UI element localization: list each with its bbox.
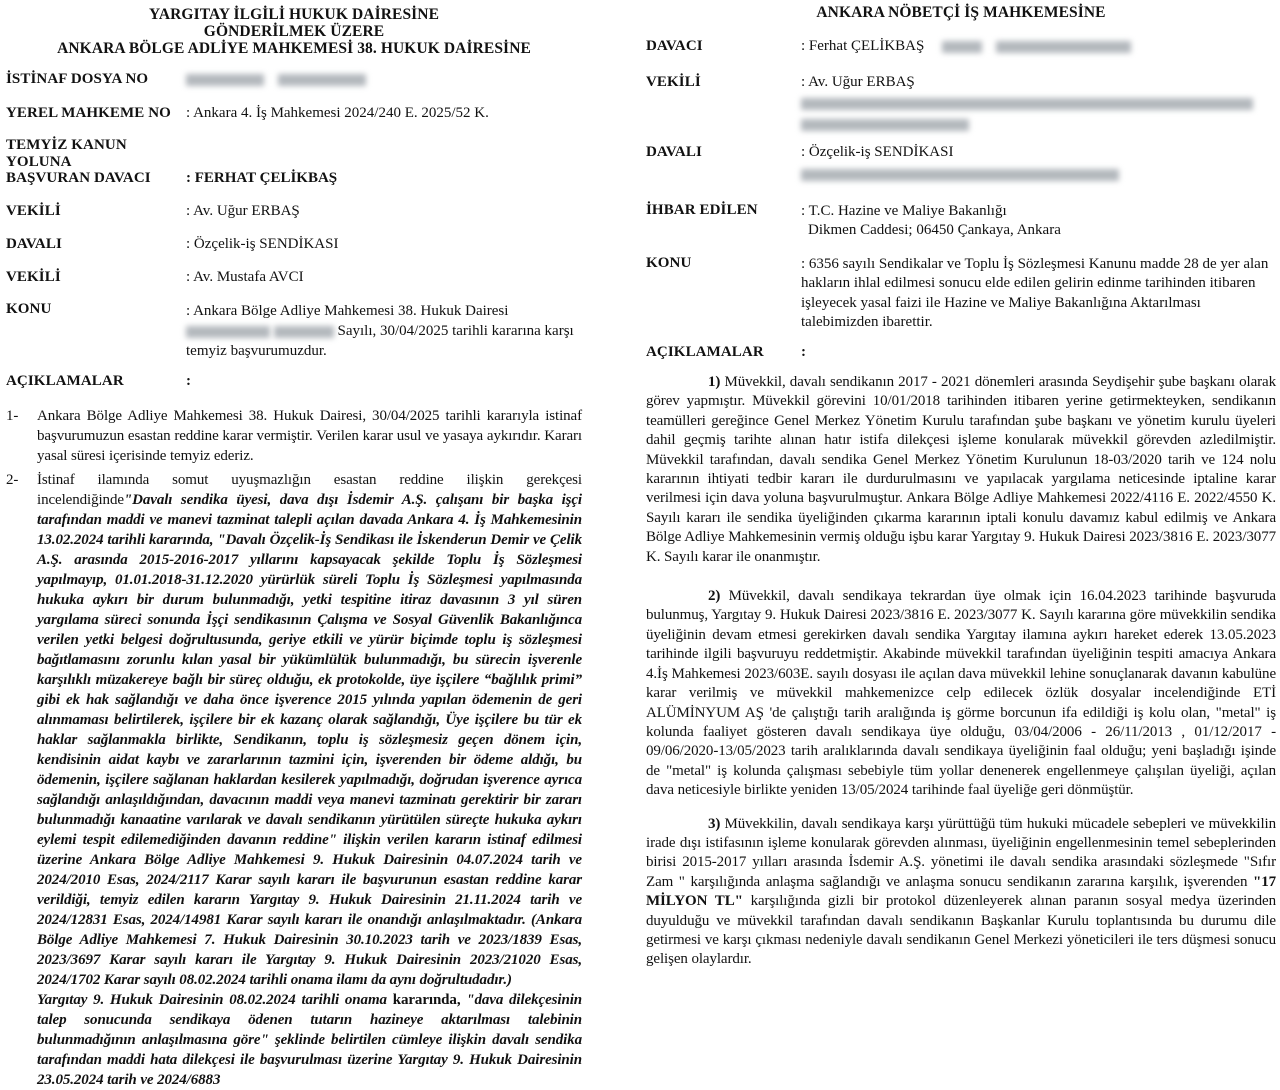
field-value-text: : Ankara Bölge Adliye Mahkemesi 38. Hukuk Dairesi	[186, 303, 509, 319]
field-value-text: : Av. Uğur ERBAŞ	[801, 73, 915, 90]
redacted-text	[801, 119, 969, 131]
paragraph-2	[646, 587, 1276, 800]
redacted-text	[801, 98, 1253, 110]
field-row-vekili-1	[6, 203, 582, 220]
redacted-text	[278, 74, 366, 86]
paragraph-number: 1)	[708, 374, 721, 390]
document-page-right	[646, 4, 1276, 970]
document-page-left	[6, 6, 582, 1090]
header-line: ANKARA BÖLGE ADLİYE MAHKEMESİ 38. HUKUK DAİRESİNE	[57, 40, 531, 57]
field-label: VEKİLİ	[6, 268, 61, 285]
field-value	[801, 74, 1276, 132]
field-row-aciklamalar	[6, 373, 582, 390]
field-row-davali	[646, 144, 1276, 181]
page-title-left	[6, 6, 582, 57]
field-row-ihbar-edilen	[646, 202, 1276, 241]
page-title-right	[646, 4, 1276, 21]
paragraph-number: 3)	[708, 815, 721, 832]
field-label: İHBAR EDİLEN	[646, 201, 758, 218]
field-label-line: BAŞVURAN DAVACI	[6, 170, 151, 186]
field-row-temyiz-davaci	[6, 137, 582, 187]
field-label-line: TEMYİZ KANUN YOLUNA	[6, 137, 127, 170]
redacted-text	[186, 74, 264, 86]
field-row-konu	[6, 301, 582, 361]
field-value: : Özçelik-iş SENDİKASI	[186, 236, 339, 252]
paragraph-continuation: Yargıtay 9. Hukuk Dairesinin 08.02.2024 tarihli onama	[37, 991, 393, 1008]
paragraph-text: Ankara Bölge Adliye Mahkemesi 38. Hukuk Dairesi, 30/04/2025 tarihli kararıyla istinaf başvurumuzun esastan reddine karar vermiştir. Verilen karar usul ve yasaya aykırıdır. Kararı yasal süresi içerisinde temyiz ederiz.	[37, 407, 582, 464]
field-row-istinaf-dosya-no	[6, 71, 582, 88]
paragraph-text: karşılığında gizli bir protokol düzenleyerek alınan paranın sosyal medya üzerinden duyulduğu ve müvekkil tarafından davalı sendikanın Başkanlar Kurulu toplantısında bu durumu dile getirmesi ve karşı çıkması nedeniyle davalı sendikanın Genel Merkezi yöneticileri ile ters düşmesi sonucu gelişen olaylardır.	[646, 893, 1276, 968]
field-label: VEKİLİ	[6, 202, 61, 219]
field-row-vekili-2	[6, 269, 582, 286]
paragraph-number: 2-	[6, 471, 19, 488]
field-value: : Av. Mustafa AVCI	[186, 268, 304, 285]
field-value	[186, 301, 582, 361]
field-row-yerel-mahkeme-no	[6, 105, 582, 122]
field-row-vekili	[646, 74, 1276, 132]
redacted-text	[996, 41, 1131, 53]
header-line: GÖNDERİLMEK ÜZERE	[203, 23, 385, 40]
field-value	[801, 38, 1276, 55]
field-value: :	[186, 373, 191, 389]
paragraph-number: 2)	[708, 588, 721, 605]
header-line: ANKARA NÖBETÇİ İŞ MAHKEMESİNE	[816, 4, 1106, 21]
field-label: AÇIKLAMALAR	[6, 373, 124, 389]
redacted-text	[801, 169, 1119, 181]
paragraph-2	[6, 470, 582, 1090]
field-value-text: Sayılı, 30/04/2025 tarihli kararına karşı temyiz başvurumuzdur.	[186, 323, 574, 359]
field-label: KONU	[6, 301, 52, 317]
redacted-text	[942, 41, 982, 53]
field-label: DAVALI	[6, 236, 62, 252]
field-value-text: : Ferhat ÇELİKBAŞ	[801, 38, 925, 54]
paragraph-number: 1-	[6, 407, 19, 424]
field-label: VEKİLİ	[646, 73, 701, 90]
redacted-text	[186, 326, 270, 338]
field-label: KONU	[646, 254, 692, 271]
paragraph-text: Müvekkil, davalı sendikanın 2017 - 2021 dönemleri arasında Seydişehir şube başkanı olarak görev yapmıştır. Müvekkil görevini 10/01/2018 tarihinden itibaren yerine getirmekteyken, sendikanın teamülleri gereğince Genel Merkez Yönetim Kurulu tarafından şube başkanı ve yönetim kurulu üyeleri dahil geçmiş tarihte alınan hatır istifa dilekçesi işleme konularak müvekkil görevden azledilmiştir. Müvekkil tarafından, davalı sendika Genel Merkez Yönetim Kurulunun 18-03/2020 tarih ve 124 nolu kararının ihtiyati tedbir kararı ile durdurulmasını ve yapılacak yargılama neticesinde iptaline karar verilmesi için dava yoluna başvurulmuştur. Ankara Bölge Adliye Mahkemesi 2022/4116 E. 2022/4550 K. Sayılı kararı ile sendika üyeliğinden çıkarma kararının iptali konulu davamız kabul edilmiş ve Ankara Bölge Adliye Mahkemesinin vermiş olduğu işbu karar Yargıtay 9. Hukuk Dairesi 2023/3816 E. 2023/3077 K. Sayılı karar ile onanmıştır.	[646, 374, 1276, 565]
field-label	[6, 137, 186, 187]
field-row-konu	[646, 255, 1276, 333]
field-value: : 6356 sayılı Sendikalar ve Toplu İş Sözleşmesi Kanunu madde 28 de yer alan hakların ihlal edilmesi sonucu elde edilen gelirin edinme tarihinden itibaren işleyecek yasal faizi ile Hazine ve Maliye Bakanlığına Aktarılması talebimizden ibarettir.	[801, 255, 1269, 330]
field-label: İSTİNAF DOSYA NO	[6, 71, 149, 87]
field-label: AÇIKLAMALAR	[646, 343, 764, 360]
field-row-davaci	[646, 38, 1276, 55]
paragraph-text: Müvekkil, davalı sendikaya tekrardan üye olmak için 16.04.2023 tarihinde başvuruda bulunmuş, Yargıtay 9. Hukuk Dairesi 2023/3816 E. 2023/3077 K. Sayılı kararına göre müvekkilin sendika üyeliğinin devam etmesi gerekirken davalı sendika Yargıtay ilamına aykırı hareket ederek 13.05.2023 tarihinde ilgili başvuruyu reddetmiştir. Akabinde müvekkil tarafından üyeliğinin tespiti amacıya Ankara 4.İş Mahkemesi 2023/603E. sayılı dosyası ile açılan dava müvekkil lehine sonuçlanarak davanın kabulüne karar verilmiş ve müvekkil mahkemenizce celp edilecek özlük dosyalar incelendiğinde ETİ ALÜMİNYUM AŞ 'de çalıştığı tarih aralığında iş görme borcunun ifa edildiği iş kolu olan, "metal" iş kolunda faaliyet gösteren davalı sendikaya üye olduğu, 03/04/2006 - 26/11/2013 , 01/12/2017 - 09/06/2020-13/05/2023 tarih aralıklarında davalı sendikaya üyeliğinin faal olduğu; yeni başladığı işinde de "metal" iş kolunda çalışması sebebiyle tüm yollar denenerek engellenmeye çalışılan üyeliği, açılan dava neticesiyle birlikte yeniden 13/05/2024 tarihinde faal üyeliğe geri dönmüştür.	[646, 588, 1276, 799]
paragraph-continuation: kararında,	[392, 991, 467, 1008]
paragraph-1	[6, 406, 582, 466]
field-value-redacted	[186, 71, 582, 88]
header-line: YARGITAY İLGİLİ HUKUK DAİRESİNE	[148, 6, 440, 23]
field-value: :	[801, 343, 806, 360]
field-value: : Av. Uğur ERBAŞ	[186, 202, 300, 219]
field-label: YEREL MAHKEME NO	[6, 104, 171, 121]
paragraph-text: Müvekkilin, davalı sendikaya karşı yürüttüğü tüm hukuki mücadele sebepleri ve müvekkilin irade dışı istifasının işleme konularak görevden alınması, üyeliğinin engellenmesinin temel sebeplerinden birisi 2015-2017 yılları arasında İsdemir A.Ş. yönetimi ile davalı sendika arasındaki sözleşmede "Sıfır Zam " karşılığında anlaşma sağlandığı ve anlaşma sonucu sendikanın zararına karşılık, işverenden	[646, 815, 1276, 890]
field-value: : FERHAT ÇELİKBAŞ	[186, 170, 338, 186]
field-value-text: : Özçelik-iş SENDİKASI	[801, 144, 954, 160]
field-value-text: : T.C. Hazine ve Maliye Bakanlığı	[801, 202, 1007, 219]
field-value	[801, 144, 1276, 181]
field-row-davali	[6, 236, 582, 253]
paragraph-continuation: "dava dilekçesinin talep sonucunda sendikaya ödenen tutarın hazineye aktarılması talebinin bulunmadığının anlaşılmasına göre" şeklinde belirtilen cümleye ilişkin davalı sendika tarafından maddi hata dilekçesi ile başvurulması üzerine Yargıtay 9. Hukuk Dairesinin 23.05.2024 tarih ve 2024/6883	[37, 991, 582, 1088]
paragraph-bold-amount: "17 MİLYON TL"	[646, 873, 1276, 910]
paragraph-intro: İstinaf ilamında somut uyuşmazlığın esastan reddine ilişkin gerekçesi incelendiğinde	[37, 471, 582, 508]
paragraph-3	[646, 815, 1276, 970]
paragraph-quote: "Davalı sendika üyesi, dava dışı İsdemir A.Ş. çalışanı bir başka işçi tarafından maddi ve manevi tazminat talepli açılan davada Ankara 4. İş Mahkemesinin 13.02.2024 tarihli kararında, "Davalı Özçelik-İş Sendikası ile İskenderun Demir ve Çelik A.Ş. arasında 2015-2016-2017 yıllarını kapsayacak şekilde Toplu İş Sözleşmesi yapılmayıp, 01.01.2018-31.12.2020 yürürlük süreli Toplu İş Sözleşmesi yapılmasında hukuka aykırı bir durum bulunmadığı, yetki tespitine itiraz davasının 3 yıl süren yargılama süreci sonunda İşçi sendikasının Çalışma ve Sosyal Güvenlik Bakanlığınca verilen yetki belgesi doğrultusunda, geriye etkili ve yürür biçimde toplu iş sözleşmesi bağıtlamasını zorunlu kılan yasal bir yükümlülük bulunmadığı, bu sürecin işverenle karşılıklı müzakereye bağlı bir süreç olduğu, ek protokolde, üye işçilere “bağlılık primi” gibi ek hak sağlandığı ve daha önce işverence 2015 yılında yapılan ödemenin de geri alınmaması belirtilerek, işçilere bir ek kazanç olarak sağlandığı, Üye işçilere bu tür ek haklar sağlanmakla birlikte, Sendikanın, toplu iş sözleşmesiz geçen dönem için, kendisinin aidat kaybı ve zararlarının tazmini için, işverenden bir ödeme aldığı, bu ödemenin, işçilere sağlanan haklardan kesilerek yapılmadığı, doğrudan işverence ayrıca sağlandığı anlaşıldığından, davacının maddi veya manevi tazminatı gerektirir bir zararı bulunmadığı kanaatine varılarak ve davalı sendikanın yürütülen süreçte hukuka aykırı eylemi tespit edilemediğinden davanın reddine" ilişkin verilen kararın istinaf edilmesi üzerine Ankara Bölge Adliye Mahkemesi 9. Hukuk Dairesinin 04.07.2024 tarih ve 2024/2010 Esas, 2024/2117 Karar sayılı kararı ile başvurunun esastan reddine karar verildiği, temyiz edilen kararın Yargıtay 9. Hukuk Dairesinin 21.11.2024 tarih ve 2024/12831 Esas, 2024/14981 Karar sayılı kararı ile onandığı anlaşılmaktadır. (Ankara Bölge Adliye Mahkemesi 7. Hukuk Dairesinin 30.10.2023 tarih ve 2023/1839 Esas, 2023/3697 Karar sayılı kararı ile Yargıtay 9. Hukuk Dairesinin 2023/21020 Esas, 2024/1702 Karar sayılı 08.02.2024 tarihli onama ilamı da aynı doğrultudadır.)	[37, 491, 582, 988]
field-value-text: Dikmen Caddesi; 06450 Çankaya, Ankara	[808, 222, 1061, 238]
field-label: DAVALI	[646, 144, 702, 160]
field-row-aciklamalar	[646, 344, 1276, 361]
redacted-text	[274, 326, 334, 338]
field-value: : Ankara 4. İş Mahkemesi 2024/240 E. 2025/52 K.	[186, 104, 489, 121]
field-value	[801, 202, 1276, 241]
field-label: DAVACI	[646, 38, 703, 54]
paragraph-1	[646, 373, 1276, 567]
